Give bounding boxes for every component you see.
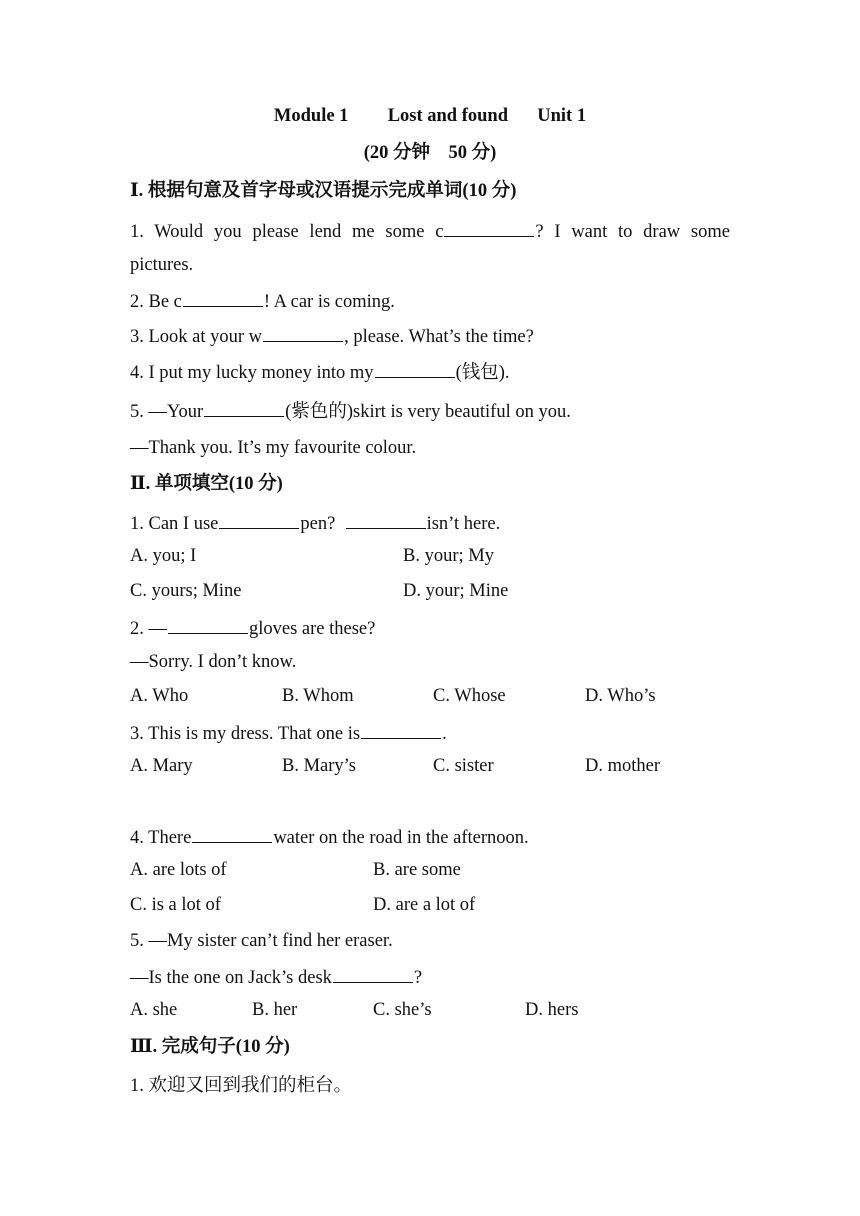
timing-text: (20 分钟 50 分) [363,143,497,163]
answer-blank[interactable] [183,289,263,307]
answer-blank[interactable] [168,616,248,634]
option-b[interactable]: B. her [252,1000,298,1020]
s2-q2-reply: —Sorry. I don’t know. [130,652,297,672]
s1-q4-text-end: (钱包). [455,363,510,383]
answer-blank[interactable] [219,511,299,529]
option-d[interactable]: D. Who’s [585,686,656,706]
s1-q4-text: 4. I put my lucky money into my [130,363,374,383]
answer-blank[interactable] [444,219,534,237]
answer-blank[interactable] [375,360,455,378]
s1-q2-text: 2. Be c [130,292,182,312]
option-d[interactable]: D. mother [585,756,661,776]
option-c[interactable]: C. is a lot of [130,895,221,915]
option-c[interactable]: C. sister [433,756,494,776]
option-a[interactable]: A. are lots of [130,860,227,880]
answer-blank[interactable] [346,511,426,529]
page-title [0,105,860,127]
option-b[interactable]: B. Whom [282,686,354,706]
s2-q4-text: 4. There [130,828,192,848]
option-a[interactable]: A. Who [130,686,189,706]
section-3-heading: Ⅲ. 完成句子(10 分) [130,1037,290,1057]
s2-q1-text-mid: pen? [300,514,336,534]
answer-blank[interactable] [333,965,413,983]
section-1-heading: Ⅰ. 根据句意及首字母或汉语提示完成单词(10 分) [130,181,517,201]
s2-q5-text: —Is the one on Jack’s desk [130,968,332,988]
unit-label: Unit 1 [537,106,587,126]
s2-question-3 [130,721,447,745]
s2-question-5: 5. —My sister can’t find her eraser. [130,931,393,951]
answer-blank[interactable] [192,825,272,843]
s1-q3-text-end: , please. What’s the time? [344,327,534,347]
option-a[interactable]: A. you; I [130,546,197,566]
s2-q1-text: 1. Can I use [130,514,219,534]
s2-q1-text-end: isn’t here. [426,514,501,534]
s1-question-5 [130,399,571,423]
option-c[interactable]: C. yours; Mine [130,581,242,601]
option-c[interactable]: C. she’s [373,1000,432,1020]
s1-question-4 [130,360,510,384]
s3-question-1: 1. 欢迎又回到我们的柜台。 [130,1076,353,1096]
s2-q3-text: 3. This is my dress. That one is [130,724,361,744]
option-d[interactable]: D. your; Mine [403,581,509,601]
s1-q5-text: 5. —Your [130,402,204,422]
answer-blank[interactable] [204,399,284,417]
option-a[interactable]: A. she [130,1000,178,1020]
s1-q2-text-end: ! A car is coming. [263,292,395,312]
s2-q2-text: 2. — [130,619,167,639]
option-c[interactable]: C. Whose [433,686,506,706]
s2-q2-text-end: gloves are these? [249,619,376,639]
answer-blank[interactable] [361,721,441,739]
option-b[interactable]: B. Mary’s [282,756,356,776]
s2-q4-text-end: water on the road in the afternoon. [273,828,529,848]
s2-question-4 [130,825,529,849]
option-d[interactable]: D. are a lot of [373,895,476,915]
s1-q5-reply: —Thank you. It’s my favourite colour. [130,438,417,458]
option-b[interactable]: B. your; My [403,546,494,566]
s1-question-1 [130,219,730,243]
section-2-heading: Ⅱ. 单项填空(10 分) [130,474,283,494]
option-b[interactable]: B. are some [373,860,461,880]
s1-q1-text: 1. Would you please lend me some c [130,222,444,242]
timing-label [0,142,860,164]
s2-question-1 [130,511,500,535]
s2-question-2 [130,616,375,640]
s1-q1-text-end: ? I want to draw some [535,222,730,242]
s2-q3-text-end: . [442,724,447,744]
s1-q3-text: 3. Look at your w [130,327,263,347]
option-a[interactable]: A. Mary [130,756,193,776]
s1-question-3 [130,324,534,348]
answer-blank[interactable] [263,324,343,342]
s1-q1-continuation: pictures. [130,255,194,275]
lesson-label: Lost and found [387,106,508,126]
s1-q5-text-end: (紫色的)skirt is very beautiful on you. [285,402,571,422]
module-label: Module 1 [273,106,349,126]
option-d[interactable]: D. hers [525,1000,579,1020]
s2-q5-followup [130,965,422,989]
s2-q5-text-end: ? [413,968,423,988]
s1-question-2 [130,289,395,313]
